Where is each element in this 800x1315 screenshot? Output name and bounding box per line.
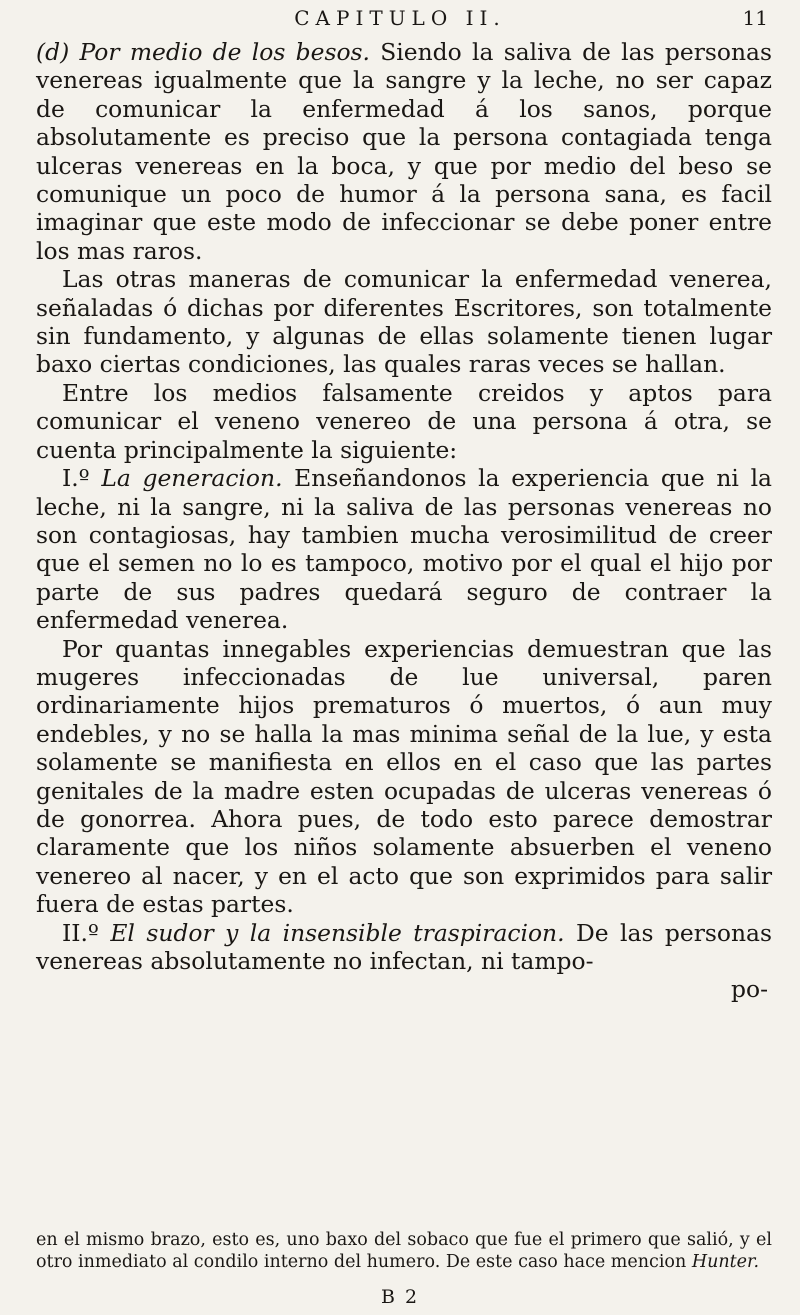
paragraph-experiencias: Por quantas innegables experiencias demuestran que las mugeres infeccionadas de lue universal, paren ordinariamente hijos prematuros ó muertos, ó aun muy endebles, y no se halla la mas minima señal de la lue, y esta solamente se manifiesta en ellos en el caso que las partes genitales de la madre esten ocupadas de ulceras venereas ó de gonorrea. Ahora pues, de todo esto parece demostrar claramente que los niños solamente absuerben el veneno venereo al nacer, y en el acto que son exprimidos para salir fuera de estas partes. [36,634,772,919]
item-number: I.º [62,464,102,493]
paragraph-text: Enseñandonos la experiencia que ni la leche, ni la sangre, ni la saliva de las personas venereas no son contagiosas, hay tambien mucha verosimilitud de creer que el semen no lo es tampoco, motivo por el qual el hijo por parte de sus padres quedará seguro de contraer la enfermedad venerea. [36,464,772,635]
page-number: 11 [742,6,768,30]
section-heading-sudor: El sudor y la insensible traspiracion. [110,918,565,947]
running-head: CAPITULO II. [294,6,506,30]
paragraph-text: De las personas venereas absolutamente no infectan, ni tampo- [36,918,772,975]
footnote [36,1230,772,1273]
signature-mark: B 2 [380,1286,420,1308]
paragraph-besos [36,38,772,265]
section-heading-generacion: La generacion. [101,464,283,493]
footnote-text [36,1230,772,1273]
page-header [0,0,800,40]
paragraph-otras-maneras: Las otras maneras de comunicar la enfermedad venerea, señaladas ó dichas por diferentes Escritores, son totalmente sin fundamento, y algunas de ellas solamente tienen lugar baxo ciertas condiciones, las quales raras veces se hallan. [36,265,772,379]
paragraph-generacion [36,464,772,634]
paragraph-medios-falsos: Entre los medios falsamente creidos y aptos para comunicar el veneno venereo de una persona á otra, se cuenta principalmente la siguiente: [36,378,772,464]
item-number: II.º [62,918,111,947]
section-heading-besos: (d) Por medio de los besos. [36,38,370,66]
main-text [36,38,772,1004]
footnote-body: en el mismo brazo, esto es, uno baxo del sobaco que fue el primero que salió, y el otro inmediato al condilo interno del humero. De este caso hace mencion [36,1230,772,1272]
paragraph-text: Siendo la saliva de las personas venereas igualmente que la sangre y la leche, no ser capaz de comunicar la enfermedad á los sanos, porque absolutamente es preciso que la persona contagiada tenga ulceras venereas en la boca, y que por medio del beso se comunique un poco de humor á la persona sana, es facil imaginar que este modo de infeccionar se debe poner entre los mas raros. [36,38,772,265]
catchword: po- [731,975,768,1004]
footnote-author: Hunter. [691,1251,760,1272]
paragraph-sudor [36,919,772,976]
